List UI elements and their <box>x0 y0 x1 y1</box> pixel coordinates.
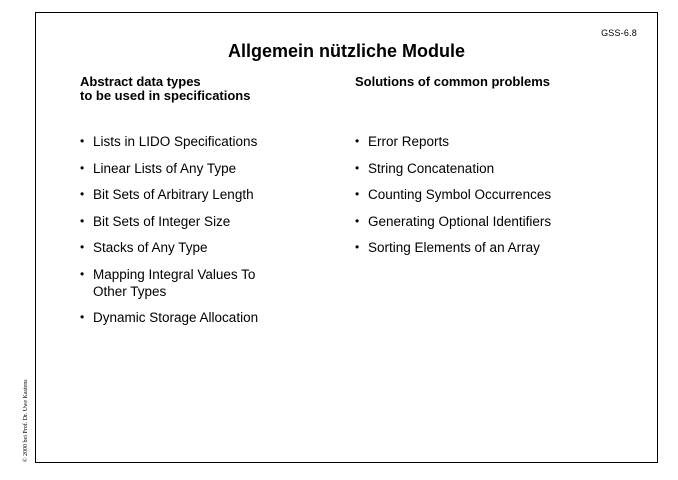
bullet-icon: • <box>80 240 85 254</box>
bullet-icon: • <box>80 134 85 148</box>
list-item-label: Mapping Integral Values To <box>93 266 256 282</box>
bullet-icon: • <box>80 310 85 324</box>
list-item <box>355 160 551 177</box>
bullet-icon: • <box>355 160 360 175</box>
left-column <box>80 74 330 325</box>
list-item-label: Dynamic Storage Allocation <box>93 310 259 325</box>
left-heading-line-1: Abstract data types <box>80 74 201 89</box>
list-item <box>80 266 258 300</box>
list-item <box>355 239 551 256</box>
bullet-icon: • <box>80 160 85 175</box>
right-heading-line: Solutions of common problems <box>355 74 551 89</box>
bullet-icon: • <box>80 213 85 228</box>
list-item <box>80 309 258 326</box>
list-item <box>80 186 258 203</box>
list-item-label: Lists in LIDO Specifications <box>93 134 258 149</box>
list-item-label: Sorting Elements of an Array <box>368 240 540 255</box>
list-item-label: String Concatenation <box>368 160 495 176</box>
list-item-label: Linear Lists of Any Type <box>93 160 237 176</box>
bullet-icon: • <box>80 266 85 281</box>
list-item <box>355 213 551 230</box>
bullet-icon: • <box>355 240 360 254</box>
list-item-label: Bit Sets of Integer Size <box>93 213 231 229</box>
right-column <box>355 74 635 255</box>
bullet-icon: • <box>80 187 85 201</box>
bullet-icon: • <box>355 213 360 228</box>
list-item <box>80 160 258 177</box>
list-item <box>355 186 551 203</box>
list-item <box>80 133 258 150</box>
left-item-list <box>80 133 258 336</box>
list-item-label: Bit Sets of Arbitrary Length <box>93 187 254 202</box>
list-item-label: Counting Symbol Occurrences <box>368 187 552 202</box>
slide-title: Allgemein nützliche Module <box>227 41 465 61</box>
list-item-label: Generating Optional Identifiers <box>368 213 552 229</box>
copyright-notice: © 2000 bei Prof. Dr. Uwe Kastens <box>23 379 29 462</box>
slide-id: GSS-6.8 <box>601 28 637 38</box>
bullet-icon: • <box>355 187 360 201</box>
left-column-heading <box>80 75 330 103</box>
right-item-list <box>355 133 551 266</box>
list-item <box>80 213 258 230</box>
list-item-label: Error Reports <box>368 134 450 149</box>
left-heading-line-2: to be used in specifications <box>80 88 251 103</box>
list-item-label: Stacks of Any Type <box>93 240 208 255</box>
list-item-label-continued: Other Types <box>93 283 167 299</box>
list-item <box>80 239 258 256</box>
bullet-icon: • <box>355 134 360 148</box>
right-column-heading <box>355 75 635 89</box>
list-item <box>355 133 551 150</box>
